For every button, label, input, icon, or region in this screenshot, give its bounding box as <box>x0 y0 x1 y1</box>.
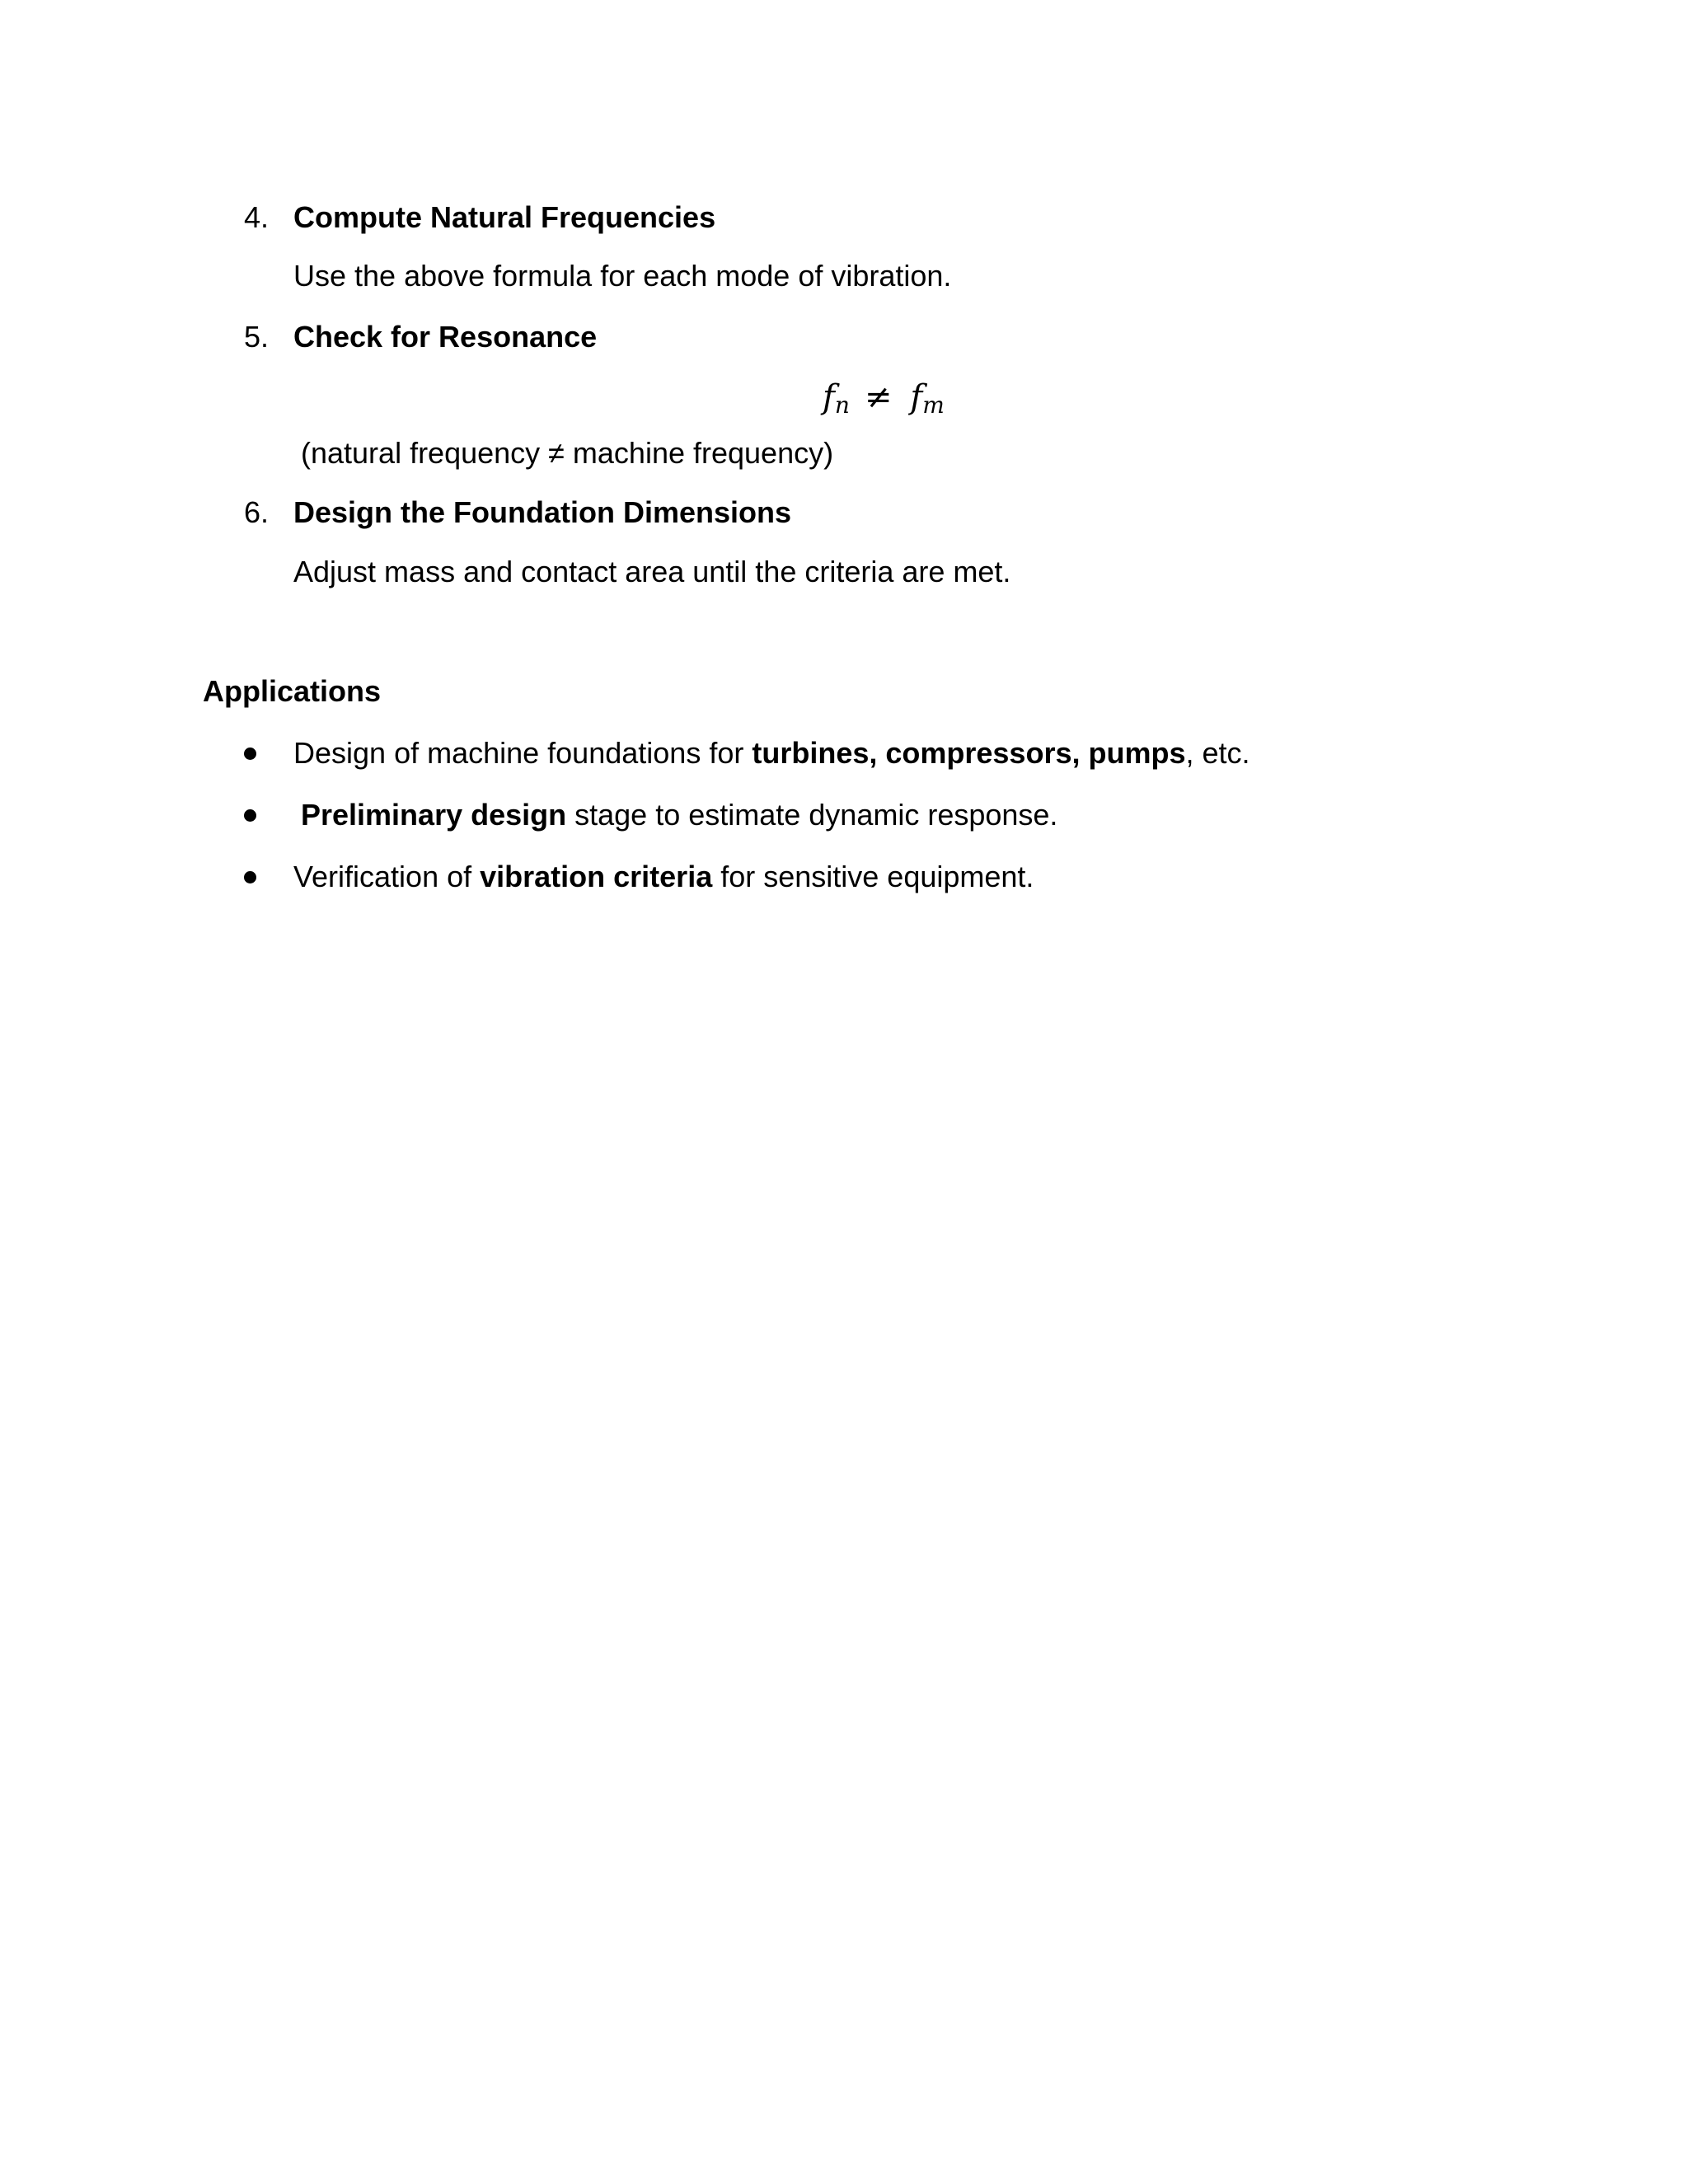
equation-left-symbol: f <box>823 378 835 416</box>
equation-right-symbol: f <box>910 378 923 416</box>
application-item-3 <box>293 859 1034 895</box>
step-4-title: Compute Natural Frequencies <box>293 200 716 234</box>
step-4-number: 4. <box>244 200 270 234</box>
application-item-1-pre: Design of machine foundations for <box>293 736 753 770</box>
applications-heading: Applications <box>203 674 382 708</box>
application-item-1 <box>293 735 1250 771</box>
application-item-3-pre: Verification of <box>293 860 481 893</box>
step-5-text: (natural frequency ≠ machine frequency) <box>301 436 834 470</box>
application-item-2-bold: Preliminary design <box>301 798 567 832</box>
application-item-2-post: stage to estimate dynamic response. <box>566 798 1058 832</box>
resonance-equation <box>823 377 945 426</box>
equation-right-subscript: m <box>922 391 945 419</box>
step-4-text: Use the above formula for each mode of vibration. <box>293 259 952 293</box>
application-item-1-post: , etc. <box>1185 736 1250 770</box>
bullet-icon <box>244 871 256 883</box>
step-6-number: 6. <box>244 495 270 529</box>
equation-operator: ≠ <box>864 378 893 416</box>
application-item-1-bold: turbines, compressors, pumps <box>752 736 1186 770</box>
application-item-2 <box>301 797 1057 833</box>
step-5-title: Check for Resonance <box>293 320 598 354</box>
bullet-icon <box>244 748 256 760</box>
step-5-number: 5. <box>244 320 270 354</box>
equation-left-subscript: n <box>834 391 850 419</box>
step-6-text: Adjust mass and contact area until the criteria are met. <box>293 555 1011 588</box>
bullet-icon <box>244 809 256 822</box>
application-item-3-bold: vibration criteria <box>480 860 713 893</box>
step-6-title: Design the Foundation Dimensions <box>293 495 792 529</box>
application-item-3-post: for sensitive equipment. <box>712 860 1034 893</box>
